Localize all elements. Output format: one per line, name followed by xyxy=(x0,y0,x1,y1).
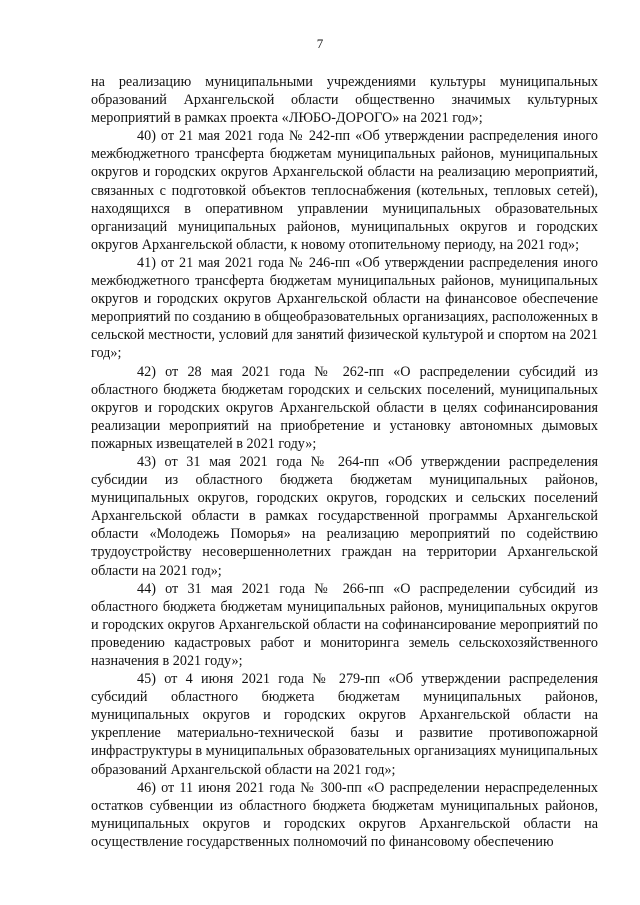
paragraph-continuation: на реализацию муниципальными учреждениями культуры муниципальных образований Архангельской области общественно значимых культурных мероприятий в рамках проекта «ЛЮБО-ДОРОГО» на 2021 год»; xyxy=(91,74,598,127)
list-item-41: 41) от 21 мая 2021 года № 246-пп «Об утверждении распределения иного межбюджетного трансферта бюджетам муниципальных районов, муниципальных округов и городских округов Архангельской области на финансовое обеспечение мероприятий по созданию в общеобразовательных организациях, расположенных в сельской местности, условий для занятий физической культурой и спортом на 2021 год»; xyxy=(91,254,598,362)
list-item-44: 44) от 31 мая 2021 года № 266-пп «О распределении субсидий из областного бюджета бюджетам муниципальных районов, муниципальных округов и городских округов Архангельской области на софинансирование мероприятий по проведению кадастровых работ и мониторинга земель сельскохозяйственного назначения в 2021 году»; xyxy=(91,580,598,669)
list-item-43: 43) от 31 мая 2021 года № 264-пп «Об утверждении распределения субсидии из областного бюджета бюджетам муниципальных районов, муниципальных округов, городских округов, городских и сельских поселений Архангельской области в рамках государственной программы Архангельской области «Молодежь Поморья» на реализацию мероприятий по содействию трудоустройству несовершеннолетних граждан на территории Архангельской области на 2021 год»; xyxy=(91,453,598,579)
list-item-45: 45) от 4 июня 2021 года № 279-пп «Об утверждении распределения субсидий областного бюджета бюджетам муниципальных районов, муниципальных округов и городских округов Архангельской области на укрепление материально-технической базы и развитие противопожарной инфраструктуры в муниципальных образовательных организациях муниципальных образований Архангельской области на 2021 год»; xyxy=(91,671,598,778)
document-body xyxy=(91,73,598,851)
list-item-40: 40) от 21 мая 2021 года № 242-пп «Об утверждении распределения иного межбюджетного трансферта бюджетам муниципальных районов, муниципальных округов и городских округов Архангельской области на реализацию мероприятий, связанных с подготовкой объектов теплоснабжения (котельных, тепловых сетей), находящихся в оперативном управлении муниципальных образовательных организаций муниципальных районов, муниципальных округов и городских округов Архангельской области, к новому отопительному периоду, на 2021 год»; xyxy=(91,128,598,253)
page-number: 7 xyxy=(316,36,324,51)
list-item-42: 42) от 28 мая 2021 года № 262-пп «О распределении субсидий из областного бюджета бюджетам городских и сельских поселений, муниципальных округов и городских округов Архангельской области в целях софинансирования реализации мероприятий на приобретение и установку автономных дымовых пожарных извещателей в 2021 году»; xyxy=(91,363,598,452)
list-item-46: 46) от 11 июня 2021 года № 300-пп «О распределении нераспределенных остатков субвенции из областного бюджета бюджетам муниципальных районов, муниципальных округов и городских округов Архангельской области на осуществление государственных полномочий по финансовому обеспечению xyxy=(91,779,598,850)
